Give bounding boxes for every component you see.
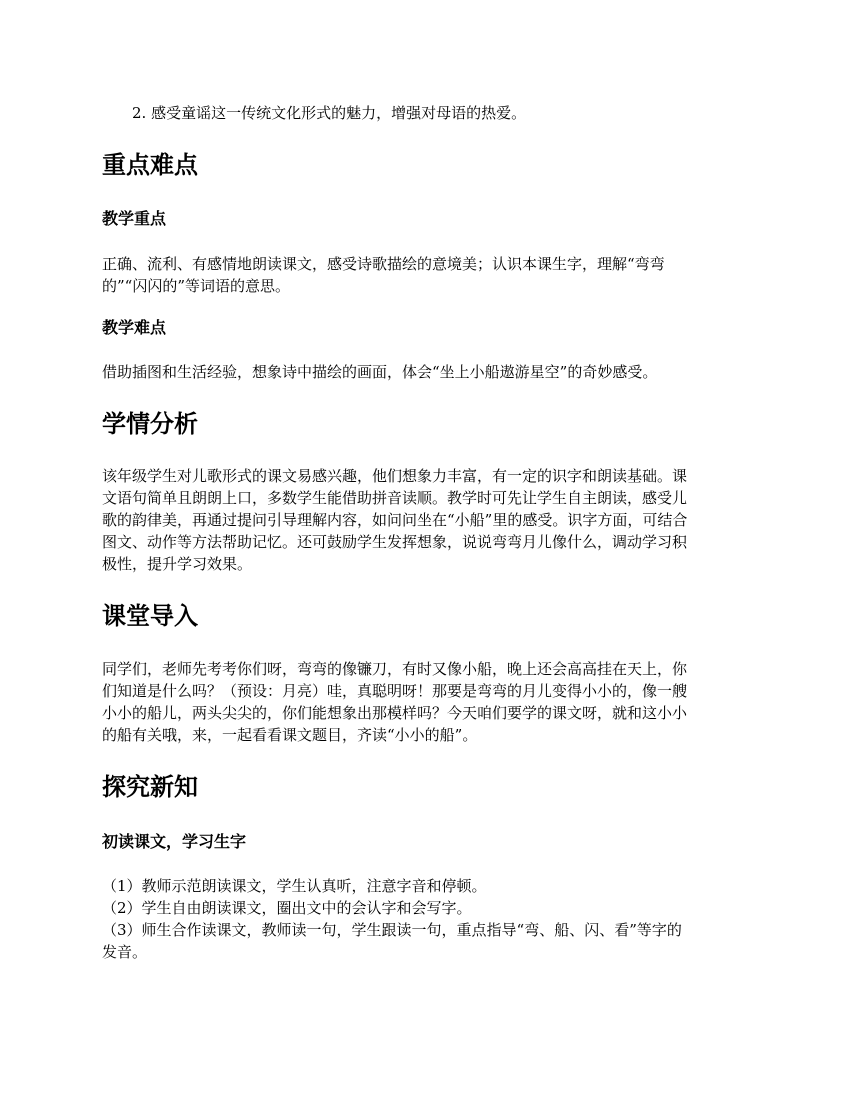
step-line: 发音。 <box>102 943 148 961</box>
section-heading-key-difficult: 重点难点 <box>102 151 198 179</box>
teaching-key-paragraph <box>102 253 762 297</box>
text-line: 图文、动作等方法帮助记忆。还可鼓励学生发挥想象，说说弯弯月儿像什么，调动学习积 <box>102 533 688 551</box>
text-line: 的”“闪闪的”等词语的意思。 <box>102 277 291 295</box>
step-line: （1）教师示范朗读课文，学生认真听，注意字音和停顿。 <box>102 877 487 895</box>
subheading-teaching-difficult: 教学难点 <box>102 318 167 337</box>
step-line: （2）学生自由朗读课文，圈出文中的会认字和会写字。 <box>102 899 472 917</box>
section-heading-intro: 课堂导入 <box>102 602 198 630</box>
text-line: 歌的韵律美，再通过提问引导理解内容，如问问坐在“小船”里的感受。识字方面，可结合 <box>102 511 688 529</box>
step-line: （3）师生合作读课文，教师读一句，学生跟读一句，重点指导“弯、船、闪、看”等字的 <box>102 921 682 939</box>
text-line: 同学们，老师先考考你们呀，弯弯的像镰刀，有时又像小船，晚上还会高高挂在天上，你 <box>102 660 688 678</box>
text-line: 该年级学生对儿歌形式的课文易感兴趣，他们想象力丰富，有一定的识字和朗读基础。课 <box>102 467 688 485</box>
subheading-teaching-key: 教学重点 <box>102 209 167 228</box>
text-line: 极性，提升学习效果。 <box>102 555 253 573</box>
explore-steps <box>102 875 762 963</box>
text-line: 文语句简单且朗朗上口，多数学生能借助拼音读顺。教学时可先让学生自主朗读，感受儿 <box>102 489 688 507</box>
section-heading-analysis: 学情分析 <box>102 410 198 438</box>
text-line: 们知道是什么吗？（预设：月亮）哇，真聪明呀！那要是弯弯的月儿变得小小的，像一艘 <box>102 682 688 700</box>
teaching-difficult-paragraph <box>102 361 762 383</box>
text-line: 借助插图和生活经验，想象诗中描绘的画面，体会“坐上小船遨游星空”的奇妙感受。 <box>102 363 658 381</box>
text-line: 的船有关哦，来，一起看看课文题目，齐读“小小的船”。 <box>102 726 478 744</box>
text-line: 正确、流利、有感情地朗读课文，感受诗歌描绘的意境美；认识本课生字，理解“弯弯 <box>102 255 665 273</box>
text-line: 小小的船儿，两头尖尖的，你们能想象出那模样吗？今天咱们要学的课文呀，就和这小小 <box>102 704 688 722</box>
section-heading-explore: 探究新知 <box>102 773 198 801</box>
analysis-paragraph <box>102 465 762 575</box>
intro-paragraph <box>102 658 762 746</box>
subheading-first-reading: 初读课文，学习生字 <box>102 832 247 851</box>
objective-item-2: 2. 感受童谣这一传统文化形式的魅力，增强对母语的热爱。 <box>132 104 527 122</box>
